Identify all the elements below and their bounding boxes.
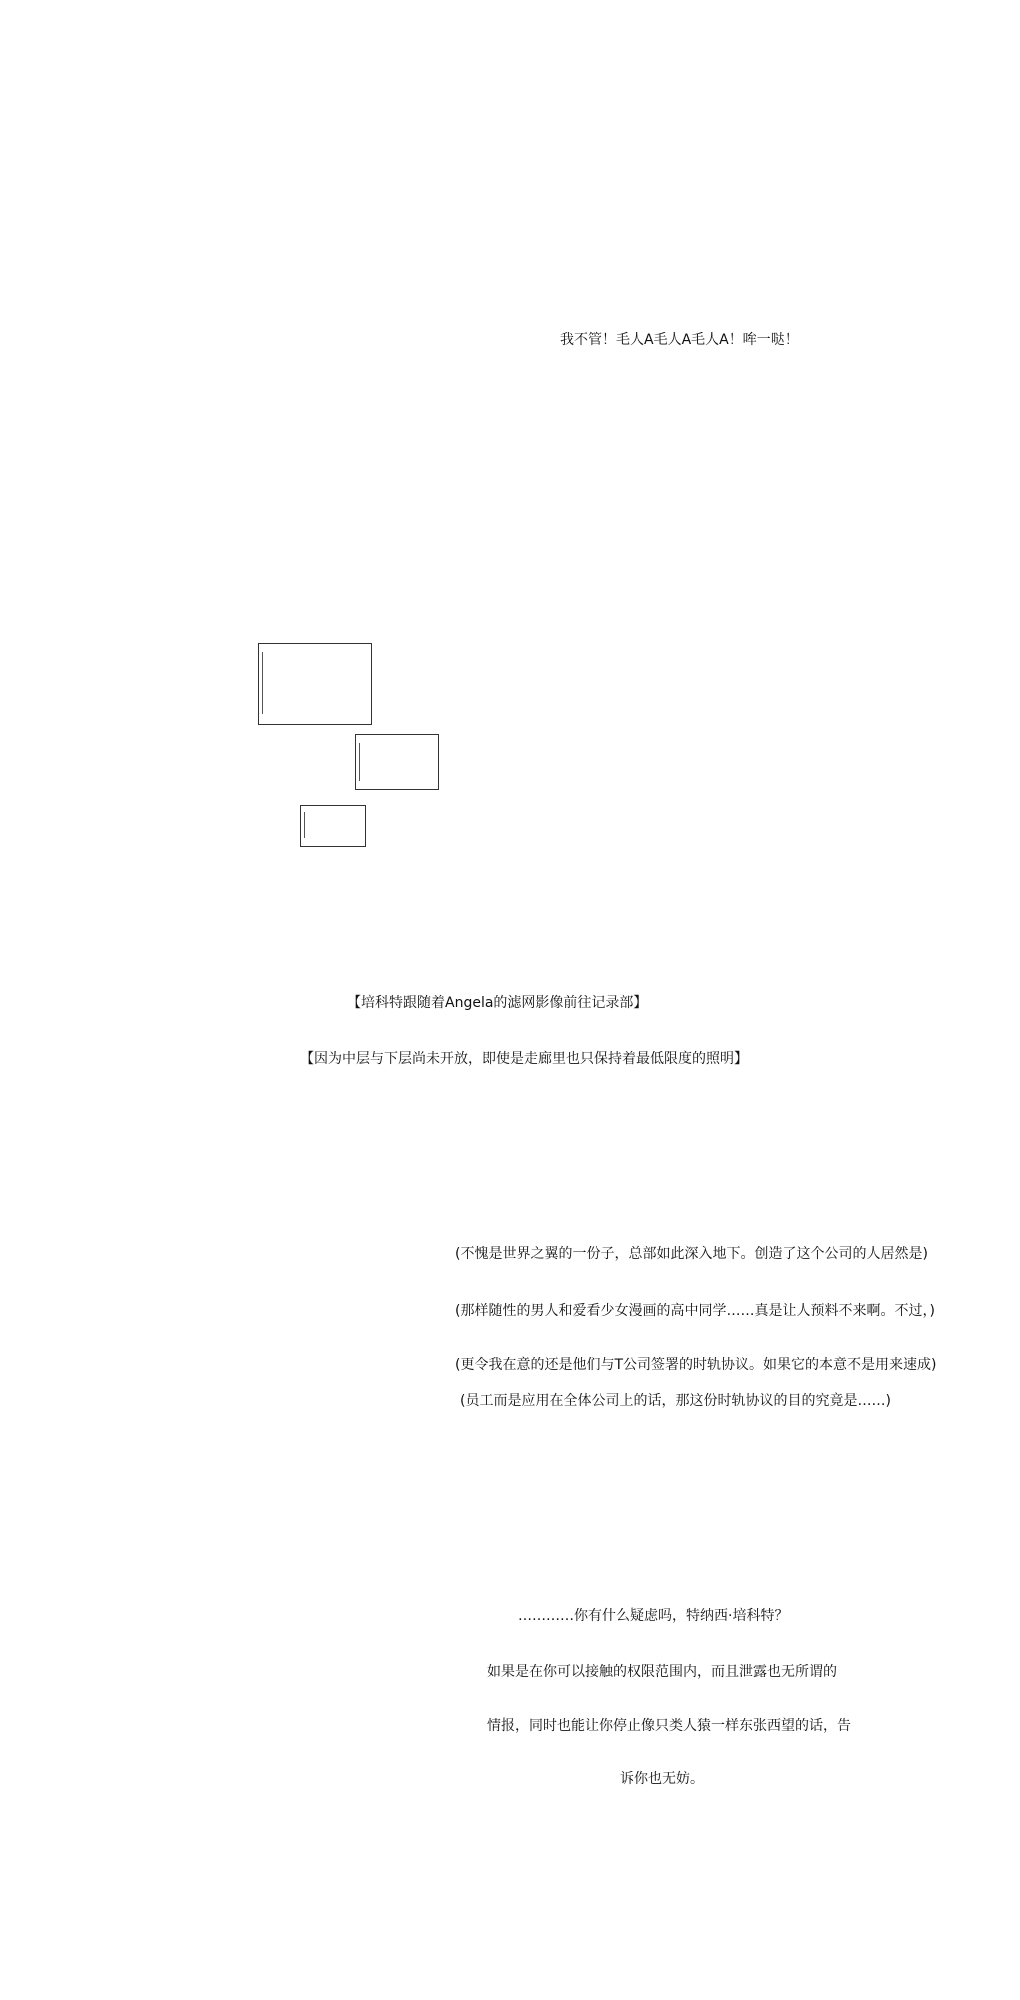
narration-dim-lighting: 【因为中层与下层尚未开放，即使是走廊里也只保持着最低限度的照明】 xyxy=(300,1051,748,1067)
dialogue-angela-line-3: 诉你也无妨。 xyxy=(620,1771,704,1787)
thought-line-2: (那样随性的男人和爱看少女漫画的高中同学……真是让人预料不来啊。不过，) xyxy=(455,1303,935,1319)
dialogue-angela-line-1: 如果是在你可以接触的权限范围内，而且泄露也无所谓的 xyxy=(487,1664,837,1680)
panel-frame-large xyxy=(258,643,372,725)
dialogue-angela-question: …………你有什么疑虑吗，特纳西·培科特？ xyxy=(518,1608,789,1624)
thought-line-4: (员工而是应用在全体公司上的话，那这份时轨协议的目的究竟是……) xyxy=(460,1393,891,1409)
thought-line-1: (不愧是世界之翼的一份子，总部如此深入地下。创造了这个公司的人居然是) xyxy=(455,1246,928,1262)
dialogue-angela-line-2: 情报，同时也能让你停止像只类人猿一样东张西望的话，告 xyxy=(487,1718,851,1734)
dialogue-shout: 我不管！毛人A毛人A毛人A！哞一哒！ xyxy=(560,332,799,348)
narration-follow-angela: 【培科特跟随着Angela的滤网影像前往记录部】 xyxy=(347,995,648,1011)
panel-frame-small xyxy=(300,805,366,847)
thought-line-3: (更令我在意的还是他们与T公司签署的时轨协议。如果它的本意不是用来速成) xyxy=(455,1357,937,1373)
panel-frame-medium xyxy=(355,734,439,790)
